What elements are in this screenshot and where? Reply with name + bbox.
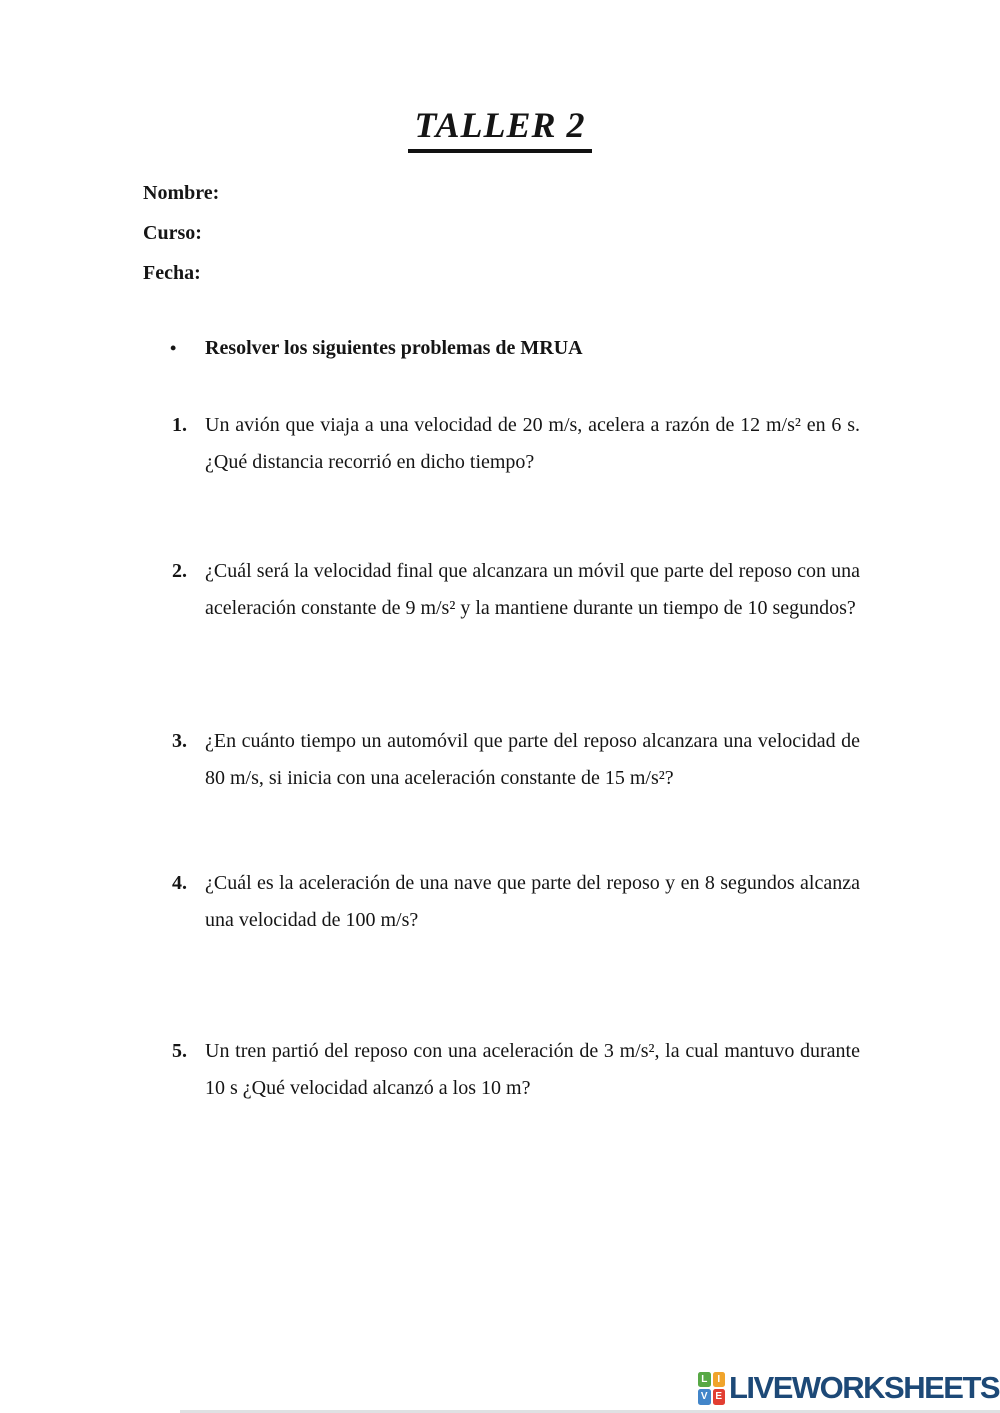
problem-item-3 xyxy=(172,723,860,797)
field-label-curso: Curso: xyxy=(143,222,202,244)
problem-text: ¿Cuál es la aceleración de una nave que parte del reposo y en 8 segundos alcanza una velocidad de 100 m/s? xyxy=(205,872,860,931)
problem-text: Un avión que viaja a una velocidad de 20 m/s, acelera a razón de 12 m/s² en 6 s. ¿Qué distancia recorrió en dicho tiempo? xyxy=(205,414,860,473)
problem-number: 5. xyxy=(172,1040,187,1062)
instruction-item xyxy=(170,333,583,363)
problem-number: 3. xyxy=(172,730,187,752)
logo-tile-l: L xyxy=(698,1372,711,1388)
problem-item-2 xyxy=(172,553,860,627)
problem-number: 1. xyxy=(172,414,187,436)
bullet-icon: • xyxy=(170,338,177,358)
liveworksheets-grid-icon xyxy=(698,1372,725,1405)
liveworksheets-logo[interactable] xyxy=(698,1370,999,1406)
instruction-text: Resolver los siguientes problemas de MRUA xyxy=(205,337,583,359)
page-title: TALLER 2 xyxy=(408,104,591,153)
problem-item-4 xyxy=(172,865,860,939)
problem-text: ¿Cuál será la velocidad final que alcanzara un móvil que parte del reposo con una aceleración constante de 9 m/s² y la mantiene durante un tiempo de 10 segundos? xyxy=(205,560,860,619)
problem-text: ¿En cuánto tiempo un automóvil que parte del reposo alcanzara una velocidad de 80 m/s, si inicia con una aceleración constante de 15 m/s²? xyxy=(205,730,860,789)
field-label-fecha: Fecha: xyxy=(143,262,201,284)
logo-tile-v: V xyxy=(698,1389,711,1405)
problem-item-1 xyxy=(172,407,860,481)
problem-number: 4. xyxy=(172,872,187,894)
logo-tile-e: E xyxy=(713,1389,726,1405)
problem-number: 2. xyxy=(172,560,187,582)
problem-item-5 xyxy=(172,1033,860,1107)
title-row xyxy=(0,104,1000,153)
logo-tile-i: I xyxy=(713,1372,726,1388)
problem-text: Un tren partió del reposo con una aceleración de 3 m/s², la cual mantuvo durante 10 s ¿Qué velocidad alcanzó a los 10 m? xyxy=(205,1040,860,1099)
logo-text: LIVEWORKSHEETS xyxy=(729,1370,1000,1405)
field-label-nombre: Nombre: xyxy=(143,182,220,204)
